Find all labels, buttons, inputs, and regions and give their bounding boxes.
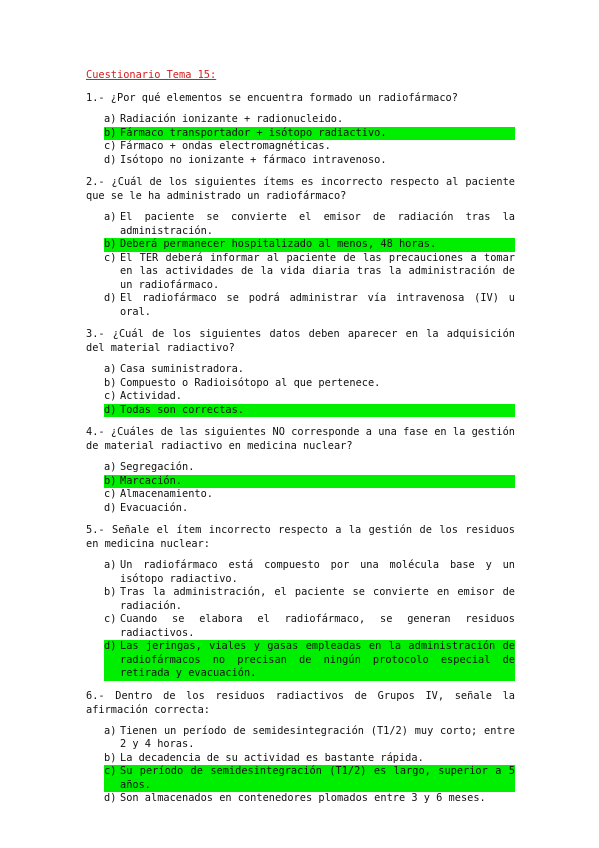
option-text: El radiofármaco se podrá administrar vía intravenosa (IV) u oral. bbox=[120, 292, 515, 318]
option-highlighted bbox=[104, 640, 515, 681]
option-letter: a) bbox=[104, 113, 117, 125]
question-text: 6.- Dentro de los residuos radiactivos de Grupos IV, señale la afirmación correcta: bbox=[86, 689, 515, 716]
option-text: Su período de semidesintegración (T1/2) es largo, superior a 5 años. bbox=[120, 765, 515, 791]
option-highlighted bbox=[104, 238, 515, 252]
option-highlighted bbox=[104, 127, 515, 141]
option-text: Compuesto o Radioisótopo al que pertenece. bbox=[120, 376, 381, 389]
option bbox=[104, 752, 515, 766]
option-letter: c) bbox=[104, 251, 117, 264]
option-text: El paciente se convierte el emisor de radiación tras la administración. bbox=[120, 211, 515, 237]
option bbox=[104, 252, 515, 293]
option-text: Radiación ionizante + radionucleido. bbox=[120, 113, 344, 125]
option bbox=[104, 586, 515, 613]
option bbox=[104, 725, 515, 752]
option-text: Cuando se elabora el radiofármaco, se generan residuos radiactivos. bbox=[120, 613, 515, 639]
option-letter: c) bbox=[104, 765, 120, 792]
option-list bbox=[86, 559, 515, 681]
option-list bbox=[86, 211, 515, 319]
option-letter: b) bbox=[104, 475, 120, 489]
question-text: 2.- ¿Cuál de los siguientes ítems es incorrecto respecto al paciente que se le ha administrado un radiofármaco? bbox=[86, 176, 515, 202]
option-letter: d) bbox=[104, 501, 117, 514]
option-text: El TER deberá informar al paciente de las precauciones a tomar en las actividades de la vida diaria tras la administración de un radiofármaco. bbox=[120, 251, 515, 291]
option-letter: c) bbox=[104, 390, 117, 402]
option-text: Fármaco + ondas electromagnéticas. bbox=[120, 140, 331, 152]
option-text: Almacenamiento. bbox=[120, 488, 213, 500]
option-letter: a) bbox=[104, 211, 117, 223]
option bbox=[104, 390, 515, 404]
option-letter: d) bbox=[104, 640, 120, 681]
option-text: Evacuación. bbox=[120, 501, 189, 514]
option bbox=[104, 140, 515, 154]
option bbox=[104, 613, 515, 640]
option-letter: b) bbox=[104, 127, 120, 141]
option-letter: a) bbox=[104, 724, 117, 737]
option bbox=[104, 792, 515, 806]
option-letter: b) bbox=[104, 238, 120, 252]
option-letter: d) bbox=[104, 404, 120, 418]
option-letter: d) bbox=[104, 292, 117, 304]
option-text: Tienen un período de semidesintegración (T1/2) muy corto; entre 2 y 4 horas. bbox=[120, 724, 515, 750]
option-letter: a) bbox=[104, 461, 117, 473]
option-text: Isótopo no ionizante + fármaco intravenoso. bbox=[120, 153, 387, 166]
option-letter: d) bbox=[104, 153, 117, 166]
option-text: Deberá permanecer hospitalizado al menos, 48 horas. bbox=[120, 238, 515, 252]
option bbox=[104, 363, 515, 377]
question-4 bbox=[86, 425, 515, 515]
option-text: Segregación. bbox=[120, 461, 195, 473]
option-text: Actividad. bbox=[120, 390, 182, 402]
option bbox=[104, 154, 515, 168]
option bbox=[104, 211, 515, 238]
document-title: Cuestionario Tema 15: bbox=[86, 69, 217, 81]
option bbox=[104, 113, 515, 127]
option-list bbox=[86, 725, 515, 806]
option-text: Todas son correctas. bbox=[120, 404, 515, 418]
option bbox=[104, 377, 515, 391]
question-1 bbox=[86, 91, 515, 167]
option-text: Marcación. bbox=[120, 475, 515, 489]
question-list bbox=[86, 91, 515, 806]
question-5 bbox=[86, 523, 515, 681]
option-text: Un radiofármaco está compuesto por una molécula base y un isótopo radiactivo. bbox=[120, 559, 515, 585]
question-text: 4.- ¿Cuáles de las siguientes NO corresponde a una fase en la gestión de material radiactivo en medicina nuclear? bbox=[86, 426, 515, 452]
question-text: 3.- ¿Cuál de los siguientes datos deben aparecer en la adquisición del material radiactivo? bbox=[86, 328, 515, 354]
option-highlighted bbox=[104, 765, 515, 792]
option bbox=[104, 292, 515, 319]
option bbox=[104, 502, 515, 516]
option-highlighted bbox=[104, 475, 515, 489]
option-letter: c) bbox=[104, 140, 117, 152]
option-text: La decadencia de su actividad es bastante rápida. bbox=[120, 751, 424, 764]
option-text: Fármaco transportador + isótopo radiactivo. bbox=[120, 127, 515, 141]
option-letter: b) bbox=[104, 586, 117, 598]
option bbox=[104, 488, 515, 502]
option bbox=[104, 559, 515, 586]
option-text: Casa suministradora. bbox=[120, 363, 244, 375]
option-text: Las jeringas, viales y gasas empleadas en la administración de radiofármacos no precisan de ningún protocolo especial de retirada y evacuación. bbox=[120, 640, 515, 679]
question-2 bbox=[86, 175, 515, 319]
option-letter: c) bbox=[104, 613, 117, 625]
option-letter: a) bbox=[104, 363, 117, 375]
option-letter: c) bbox=[104, 488, 117, 500]
option-letter: d) bbox=[104, 792, 117, 804]
option-letter: b) bbox=[104, 376, 117, 389]
question-6 bbox=[86, 689, 515, 806]
option-text: Tras la administración, el paciente se convierte en emisor de radiación. bbox=[120, 586, 515, 612]
question-text: 1.- ¿Por qué elementos se encuentra formado un radiofármaco? bbox=[86, 92, 458, 104]
option bbox=[104, 461, 515, 475]
option-list bbox=[86, 113, 515, 167]
option-text: Son almacenados en contenedores plomados entre 3 y 6 meses. bbox=[120, 792, 486, 804]
option-list bbox=[86, 461, 515, 515]
option-letter: b) bbox=[104, 751, 117, 764]
question-3 bbox=[86, 327, 515, 417]
option-list bbox=[86, 363, 515, 417]
option-highlighted bbox=[104, 404, 515, 418]
option-letter: a) bbox=[104, 559, 117, 571]
question-text: 5.- Señale el ítem incorrecto respecto a la gestión de los residuos en medicina nuclear: bbox=[86, 524, 515, 550]
